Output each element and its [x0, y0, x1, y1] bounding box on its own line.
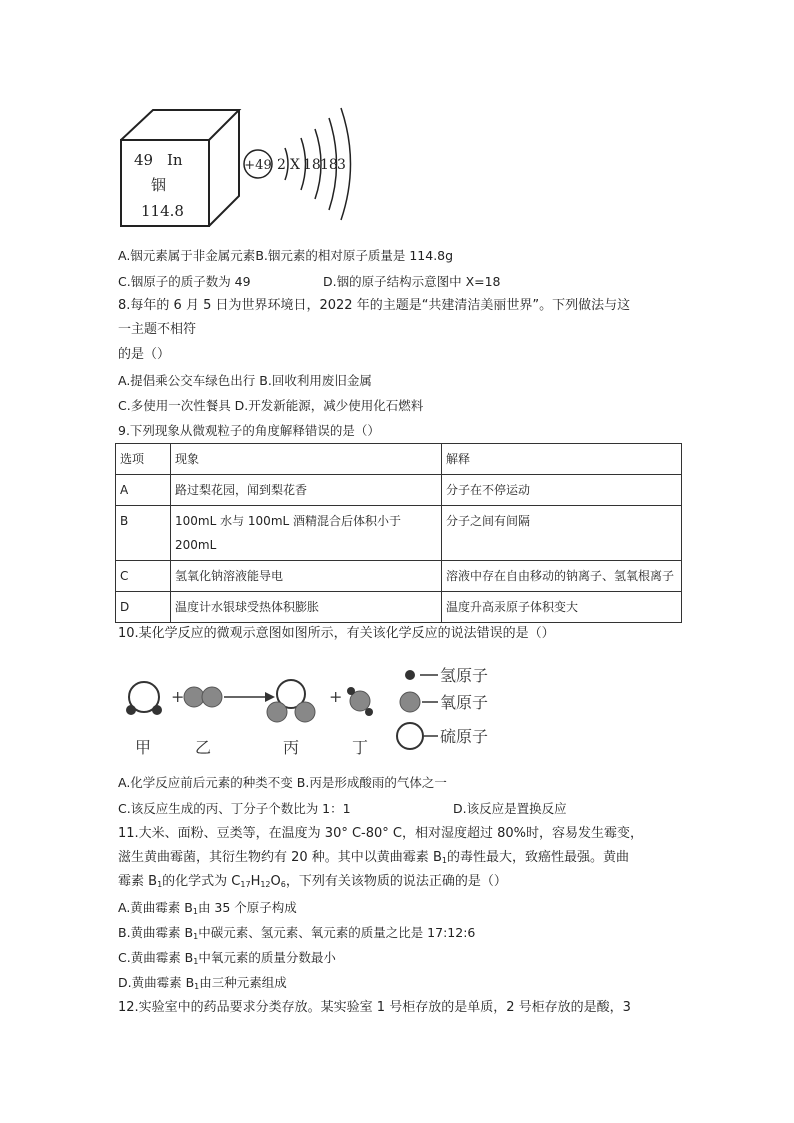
row-explanation: 温度升高汞原子体积变大	[442, 592, 682, 623]
q11-text: B.黄曲霉素 B	[118, 925, 194, 940]
legend	[397, 666, 488, 749]
q11-text: 中氧元素的质量分数最小	[198, 950, 336, 965]
subscript: 1	[157, 880, 163, 889]
row-option: B	[116, 506, 171, 561]
q11-text: 由 35 个原子构成	[197, 900, 297, 915]
q9-table	[115, 443, 682, 623]
row-phenomenon: 氢氧化钠溶液能导电	[171, 561, 442, 592]
q11-text: 中碳元素、氢元素、氧元素的质量之比是 17:12:6	[198, 925, 476, 940]
plus-sign: +	[171, 687, 185, 706]
legend-oxygen: 氧原子	[440, 693, 489, 712]
q11-text: O	[270, 874, 281, 889]
table-row	[116, 506, 682, 561]
row-option: C	[116, 561, 171, 592]
q7-option-cd	[118, 274, 501, 290]
subscript: 1	[441, 856, 447, 865]
subscript: 1	[192, 907, 198, 916]
row-phenomenon: 100mL 水与 100mL 酒精混合后体积小于 200mL	[171, 506, 442, 561]
q10-option-ab: A.化学反应前后元素的种类不变 B.丙是形成酸雨的气体之一	[118, 775, 447, 790]
subscript: 1	[194, 982, 200, 991]
table-row	[116, 475, 682, 506]
q7-option-c: C.铟原子的质子数为 49	[118, 274, 251, 289]
label-jia: 甲	[135, 738, 152, 757]
q11-option-d	[118, 975, 287, 995]
shell-1: 2	[277, 157, 286, 173]
q11-text: ，下列有关该物质的说法正确的是（）	[285, 874, 507, 889]
q11-text: 由三种元素组成	[199, 975, 287, 990]
subscript: 1	[193, 932, 199, 941]
legend-hydrogen: 氢原子	[440, 666, 489, 685]
table-row	[116, 592, 682, 623]
q7-option-a: A.铟元素属于非金属元素	[118, 248, 256, 263]
q8-stem-line1: 8.每年的 6 月 5 日为世界环境日，2022 年的主题是“共建清洁美丽世界”。下列做法与这	[118, 298, 631, 313]
row-phenomenon: 温度计水银球受热体积膨胀	[171, 592, 442, 623]
q8-option-ab: A.提倡乘公交车绿色出行 B.回收利用废旧金属	[118, 373, 372, 388]
plus-sign: +	[329, 687, 343, 706]
indium-figure	[115, 102, 360, 230]
reaction-diagram	[115, 655, 535, 765]
shell-4: 18	[320, 157, 338, 173]
q11-text: 的毒性最大，致癌性最强。黄曲	[446, 850, 629, 865]
q11-line2	[118, 850, 629, 869]
q8-stem-line3: 的是（）	[118, 347, 171, 362]
q7-option-d: D.铟的原子结构示意图中 X=18	[323, 274, 501, 289]
subscript: 1	[193, 957, 199, 966]
q12-line1: 12.实验室中的药品要求分类存放。某实验室 1 号柜存放的是单质，2 号柜存放的是酸，3	[118, 1000, 631, 1015]
nucleus-charge: +49	[244, 158, 272, 173]
legend-sulfur: 硫原子	[440, 727, 489, 746]
molecule-yi	[184, 687, 222, 707]
q7-option-b: B.铟元素的相对原子质量是 114.8g	[255, 248, 454, 263]
molecule-bing	[267, 680, 315, 722]
q11-text: C.黄曲霉素 B	[118, 950, 194, 965]
q11-line1: 11.大米、面粉、豆类等，在温度为 30° C-80° C，相对湿度超过 80%时，容易发生霉变，	[118, 826, 644, 841]
q7-option-ab	[118, 248, 453, 264]
atomic-mass: 114.8	[141, 202, 184, 220]
q11-line3	[118, 874, 507, 893]
label-ding: 丁	[352, 738, 369, 757]
atom-structure	[244, 108, 351, 220]
shell-3: 18	[303, 157, 321, 173]
q11-text: A.黄曲霉素 B	[118, 900, 193, 915]
table-header-row	[116, 444, 682, 475]
row-explanation: 分子在不停运动	[442, 475, 682, 506]
q8-stem-line2: 一主题不相符	[118, 322, 197, 337]
q11-text: D.黄曲霉素 B	[118, 975, 195, 990]
subscript: 12	[260, 880, 271, 889]
shell-2: X	[290, 157, 300, 173]
q11-option-b	[118, 925, 475, 945]
subscript: 17	[240, 880, 251, 889]
element-number: 49	[134, 151, 154, 169]
header-phenomenon: 现象	[171, 444, 442, 475]
q10-option-cd	[118, 801, 567, 817]
header-option: 选项	[116, 444, 171, 475]
row-phenomenon: 路过梨花园，闻到梨花香	[171, 475, 442, 506]
element-symbol: In	[167, 151, 183, 169]
row-option: D	[116, 592, 171, 623]
q10-option-c: C.该反应生成的丙、丁分子个数比为 1：1	[118, 801, 351, 816]
q11-option-c	[118, 950, 336, 970]
q10-option-d: D.该反应是置换反应	[453, 801, 567, 816]
label-yi: 乙	[195, 738, 212, 757]
element-name: 铟	[151, 176, 167, 194]
row-explanation: 分子之间有间隔	[442, 506, 682, 561]
subscript: 6	[280, 880, 286, 889]
q11-option-a	[118, 900, 297, 920]
reaction-arrow	[224, 692, 275, 702]
table-row	[116, 561, 682, 592]
q9-stem: 9.下列现象从微观粒子的角度解释错误的是（）	[118, 423, 380, 438]
molecule-ding	[347, 687, 373, 716]
label-bing: 丙	[283, 738, 300, 757]
q11-text: 霉素 B	[118, 874, 158, 889]
q11-text: 的化学式为 C	[162, 874, 241, 889]
header-explanation: 解释	[442, 444, 682, 475]
q10-stem: 10.某化学反应的微观示意图如图所示，有关该化学反应的说法错误的是（）	[118, 626, 555, 641]
q11-text: H	[250, 874, 261, 889]
molecule-jia	[126, 682, 162, 715]
q8-option-cd: C.多使用一次性餐具 D.开发新能源，减少使用化石燃料	[118, 398, 424, 413]
row-explanation: 溶液中存在自由移动的钠离子、氢氧根离子	[442, 561, 682, 592]
shell-5: 3	[337, 157, 346, 173]
row-option: A	[116, 475, 171, 506]
q11-text: 滋生黄曲霉菌，其衍生物约有 20 种。其中以黄曲霉素 B	[118, 850, 442, 865]
